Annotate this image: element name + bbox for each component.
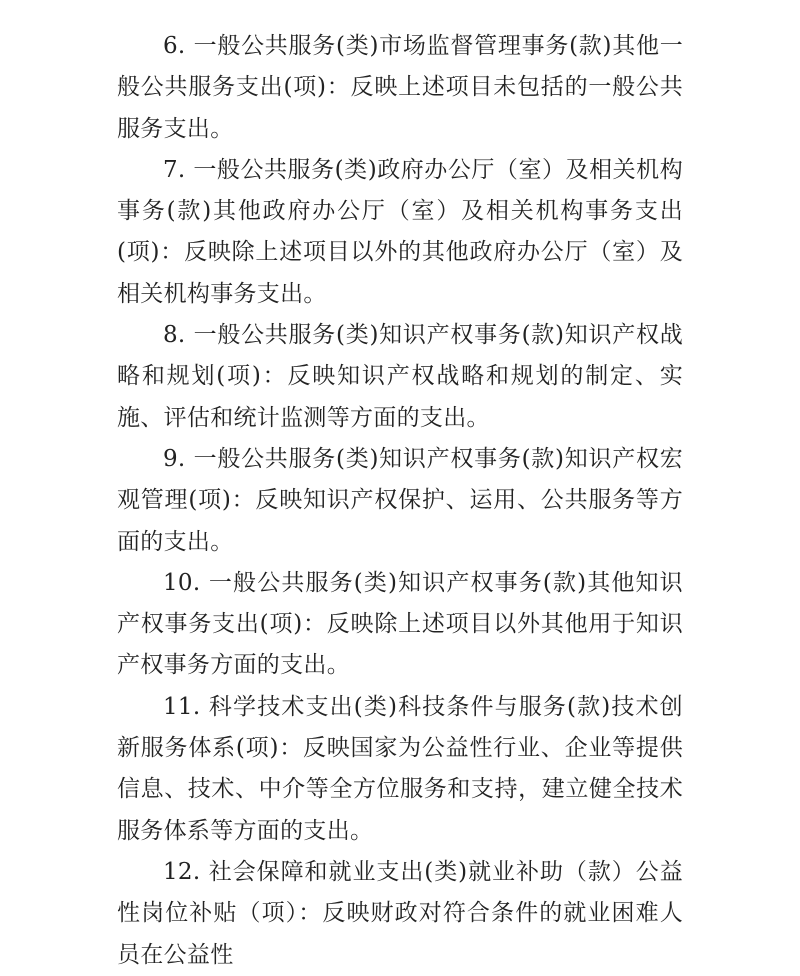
paragraph-item-8: 8. 一般公共服务(类)知识产权事务(款)知识产权战略和规划(项)：反映知识产权战略和规划的制定、实施、评估和统计监测等方面的支出。 <box>117 322 683 431</box>
paragraph-item-7: 7. 一般公共服务(类)政府办公厅（室）及相关机构事务(款)其他政府办公厅（室）及相关机构事务支出(项)：反映除上述项目以外的其他政府办公厅（室）及相关机构事务支出。 <box>117 156 683 307</box>
paragraph-item-10: 10. 一般公共服务(类)知识产权事务(款)其他知识产权事务支出(项)：反映除上述项目以外其他用于知识产权事务方面的支出。 <box>117 569 683 679</box>
paragraph-item-6: 6. 一般公共服务(类)市场监督管理事务(款)其他一般公共服务支出(项)：反映上述项目未包括的一般公共服务支出。 <box>117 33 683 142</box>
paragraph-item-11: 11. 科学技术支出(类)科技条件与服务(款)技术创新服务体系(项)：反映国家为公益性行业、企业等提供信息、技术、中介等全方位服务和支持，建立健全技术服务体系等方面的支出。 <box>117 693 683 844</box>
document-body <box>117 26 683 976</box>
paragraph-item-12: 12. 社会保障和就业支出(类)就业补助（款）公益性岗位补贴（项）：反映财政对符合条件的就业困难人员在公益性 <box>117 858 683 968</box>
paragraph-item-9: 9. 一般公共服务(类)知识产权事务(款)知识产权宏观管理(项)：反映知识产权保护、运用、公共服务等方面的支出。 <box>117 445 683 555</box>
